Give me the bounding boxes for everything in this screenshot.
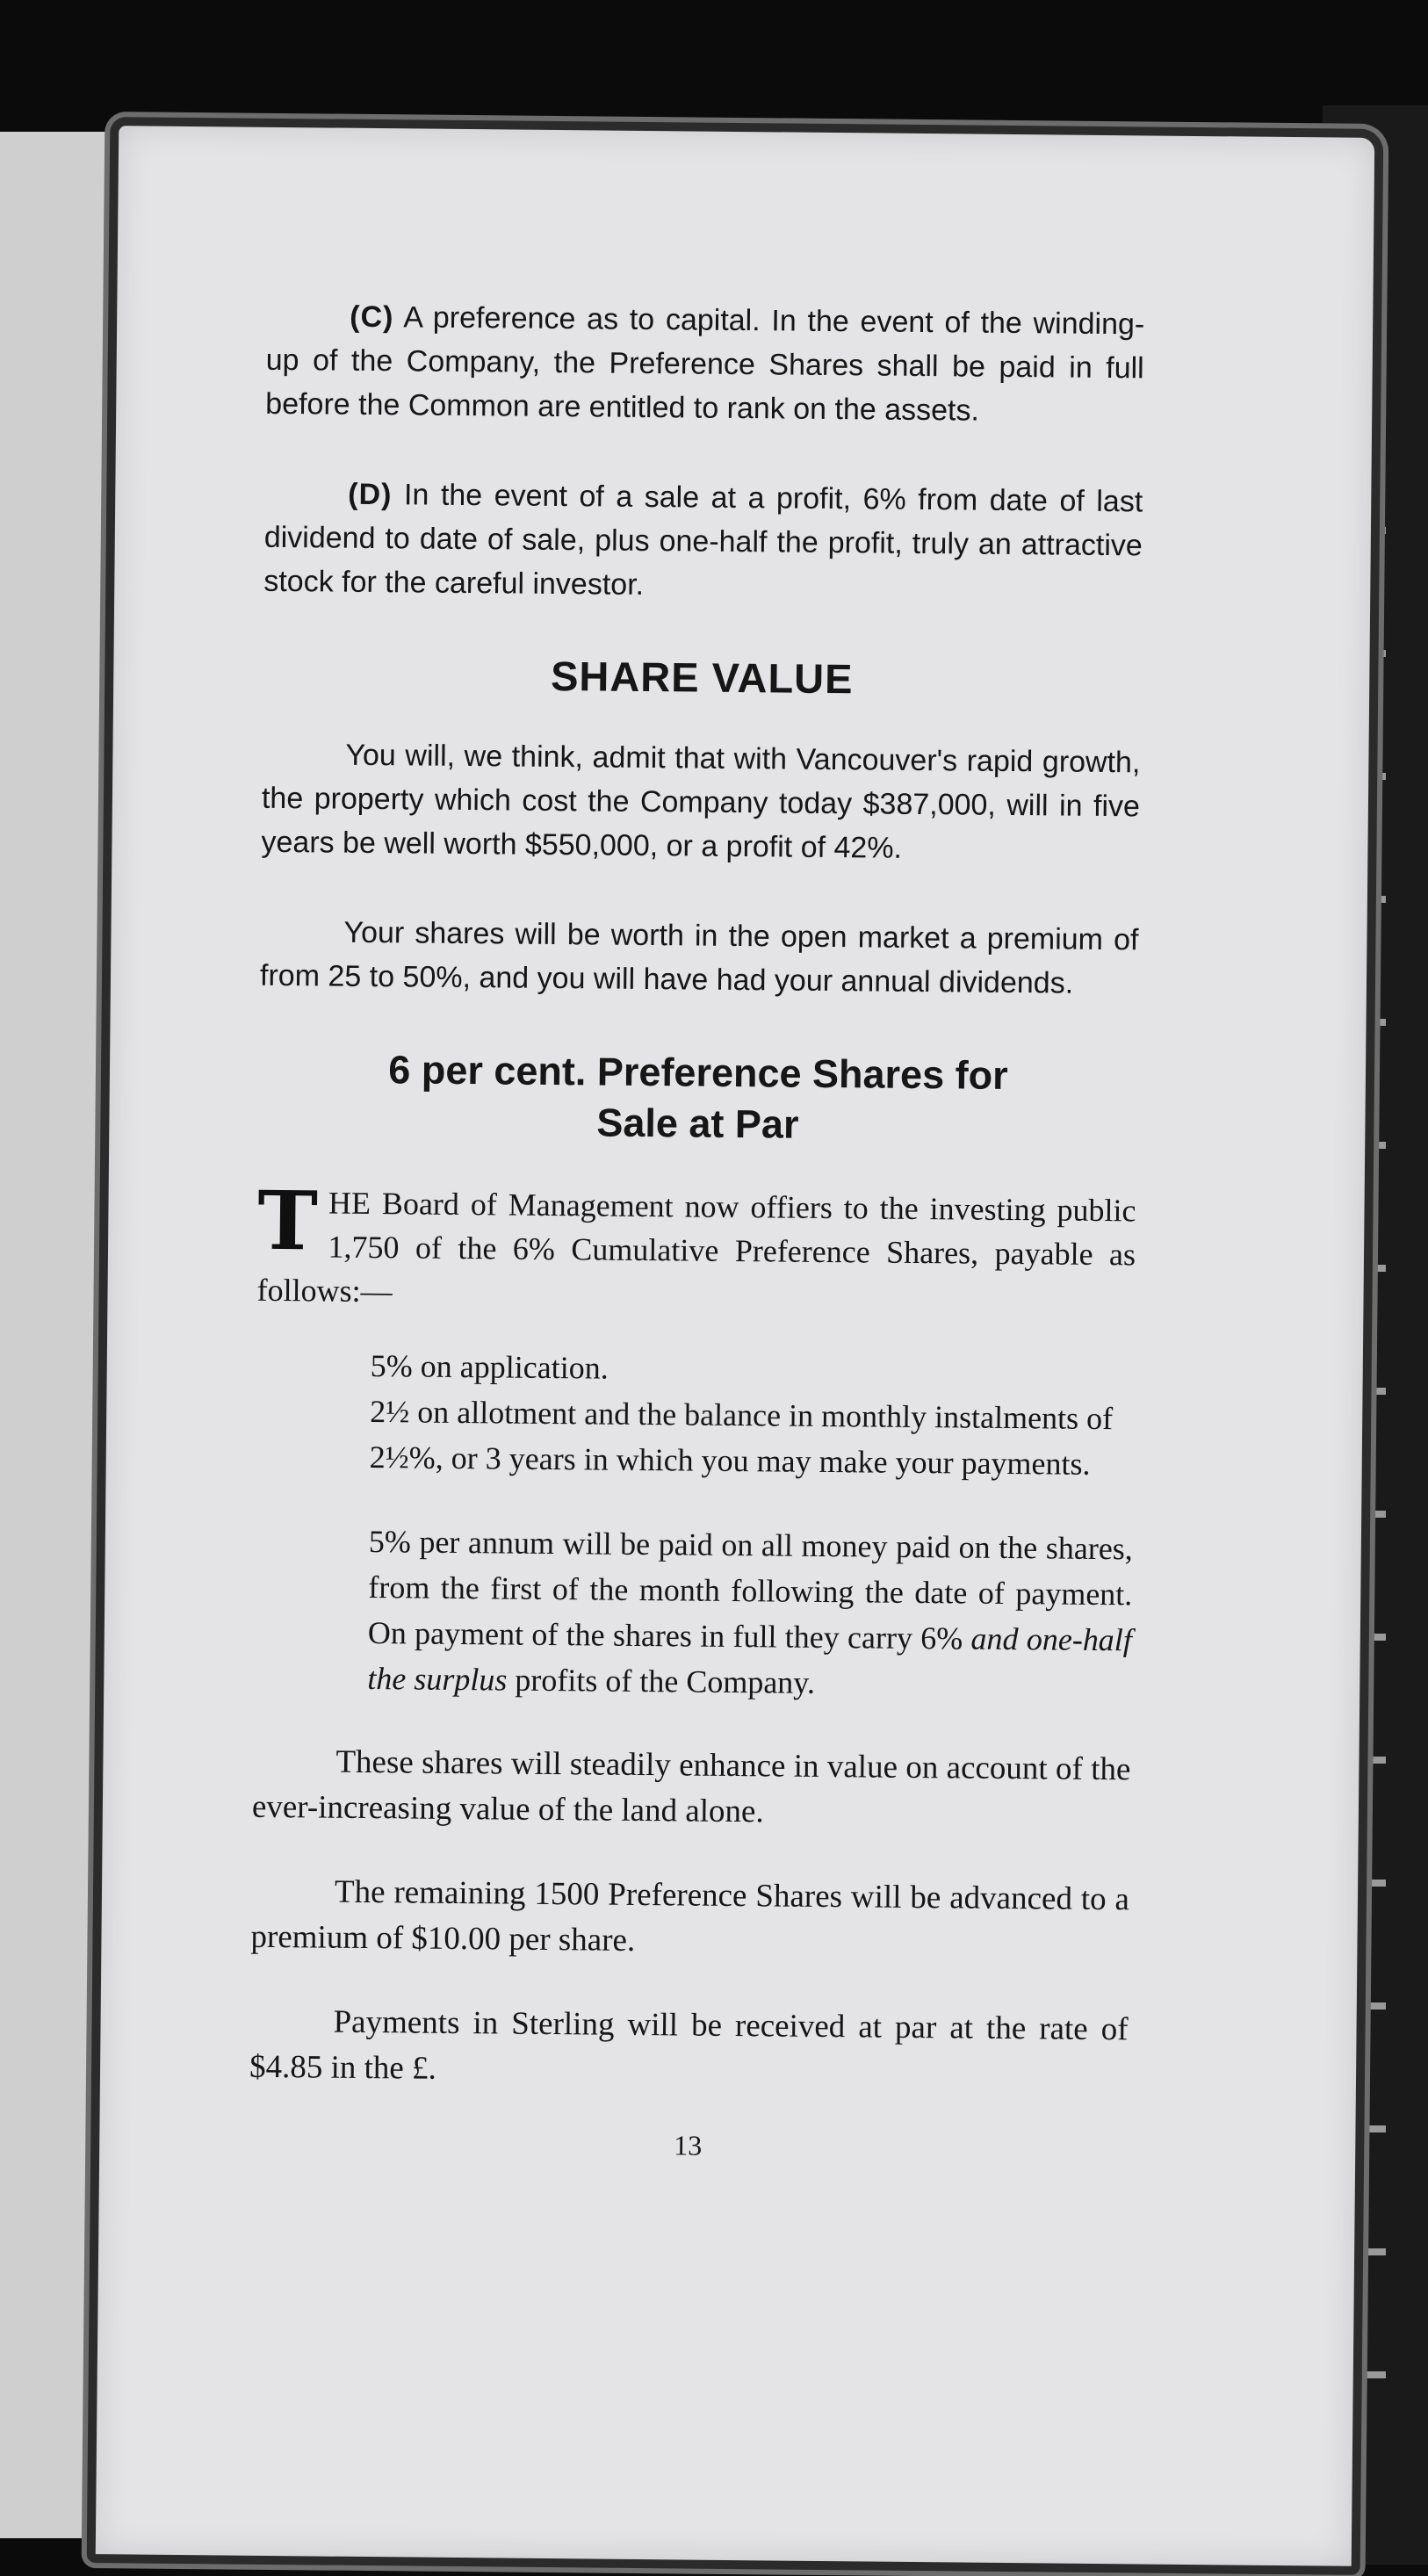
- clause-c: [265, 294, 1144, 435]
- clause-c-marker: (C): [350, 299, 394, 335]
- page-content: [249, 294, 1144, 2167]
- payment-item-1: 5% on application.: [370, 1348, 609, 1386]
- clause-d: [263, 472, 1143, 612]
- clause-d-marker: (D): [348, 477, 393, 512]
- sterling-paragraph: Payments in Sterling will be received at par at the rate of $4.85 in the £.: [249, 2003, 1129, 2087]
- enhance-paragraph: These shares will steadily enhance in value on account of the ever-increasing value of the land alone.: [251, 1743, 1131, 1830]
- offer-paragraph: [256, 1173, 1136, 1321]
- interest-italic: and one-half the surplus: [367, 1620, 1132, 1698]
- share-value-para-1: You will, we think, admit that with Vancouver's rapid growth, the property which cost the Company today $387,000, will in five years be well worth $550,000, or a profit of 42%.: [261, 738, 1141, 865]
- share-value-heading: SHARE VALUE: [550, 652, 854, 703]
- payment-terms: [367, 1343, 1135, 1708]
- clause-c-text: A preference as to capital. In the event of the winding-up of the Company, the Preference Shares shall be paid in full before the Common are entitled to rank on the assets.: [265, 300, 1145, 428]
- preference-heading-line-1: 6 per cent. Preference Shares for: [388, 1047, 1008, 1098]
- preference-heading: [258, 1043, 1137, 1154]
- scanned-page: [87, 117, 1384, 2575]
- interest-text-b: profits of the Company.: [515, 1662, 816, 1700]
- share-value-para-2: Your shares will be worth in the open market a premium of from 25 to 50%, and you will have had your annual dividends.: [259, 915, 1139, 1000]
- preference-heading-line-2: Sale at Par: [596, 1100, 799, 1147]
- interest-text-a: 5% per annum will be paid on all money paid on the shares, from the first of the month following the date of payment. On payment of the shares in full they carry 6%: [367, 1524, 1133, 1656]
- interest-paragraph: [367, 1519, 1133, 1708]
- payment-item-2: 2½ on allotment and the balance in monthly instalments of 2½%, or 3 years in which you may make your payments.: [369, 1394, 1114, 1482]
- page-number: 13: [674, 2129, 703, 2161]
- remaining-paragraph: The remaining 1500 Preference Shares will be advanced to a premium of $10.00 per share.: [250, 1873, 1130, 1959]
- drop-cap: T: [256, 1173, 319, 1269]
- offer-text: HE Board of Management now offiers to the investing public 1,750 of the 6% Cumulative Preference Shares, payable as follows:—: [256, 1185, 1136, 1310]
- clause-d-text: In the event of a sale at a profit, 6% from date of last dividend to date of sale, plus one-half the profit, truly an attractive stock for the careful investor.: [263, 478, 1143, 602]
